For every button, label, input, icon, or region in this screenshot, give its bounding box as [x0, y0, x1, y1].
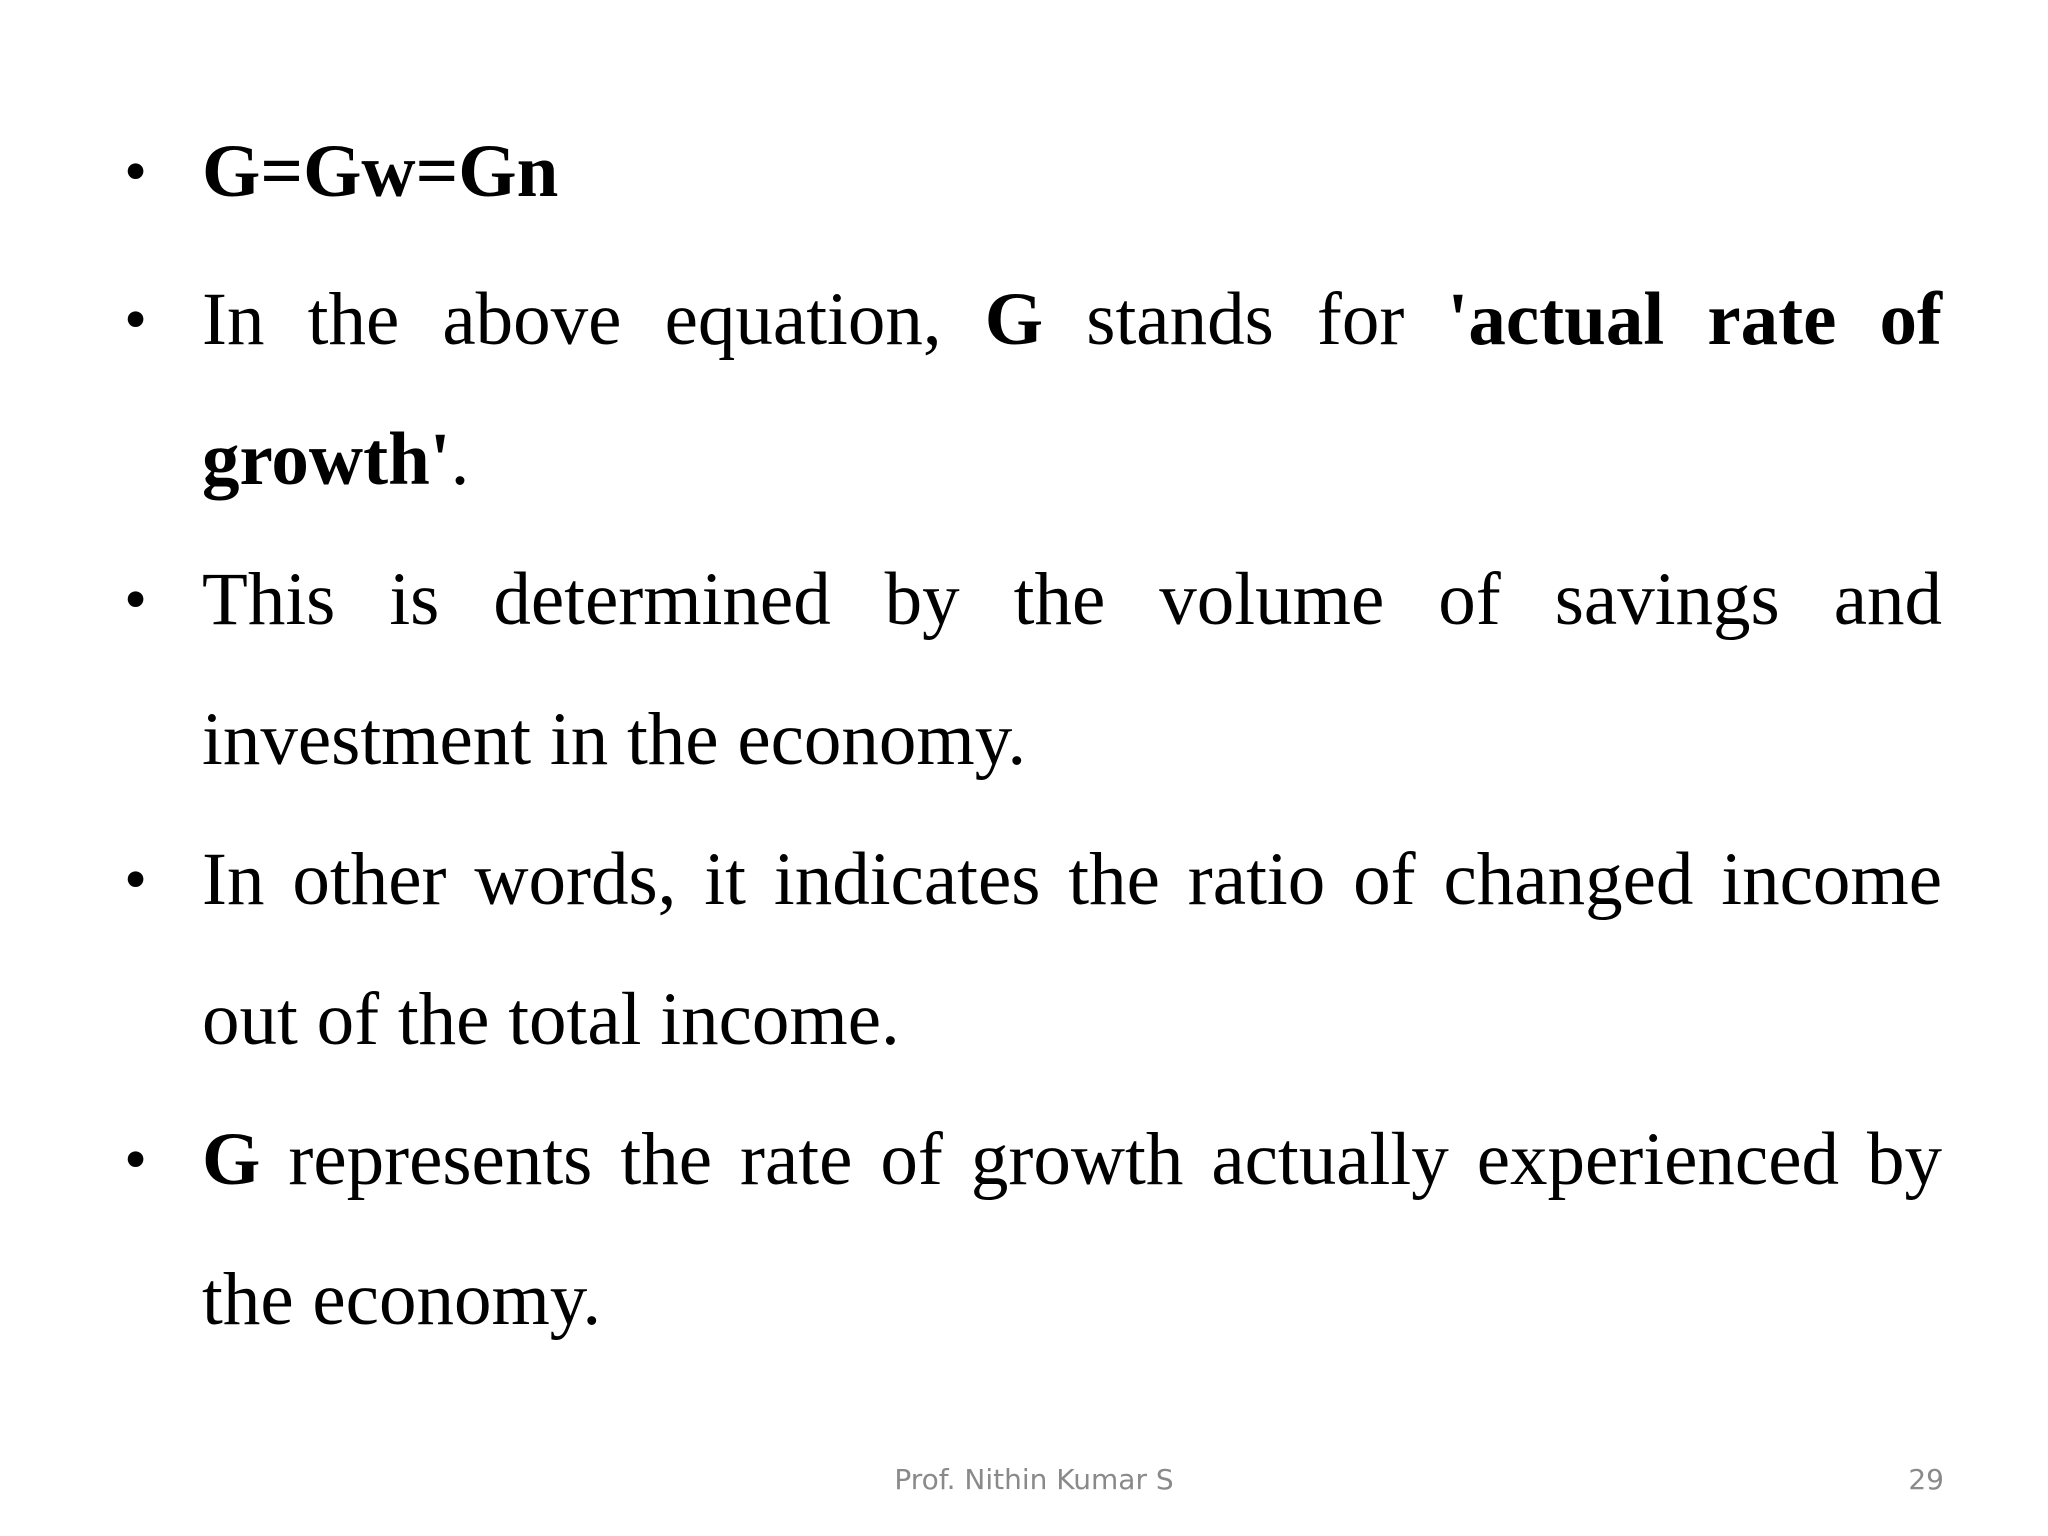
footer-author: Prof. Nithin Kumar S — [894, 1463, 1174, 1496]
text-segment-bold: G — [202, 1118, 261, 1201]
bullet-icon: • — [124, 1123, 148, 1196]
bullet-item-other-words — [124, 810, 1942, 1090]
text-segment: This is determined by the volume of savings and investment in the economy. — [202, 558, 1942, 781]
text-segment-bold: G — [984, 278, 1044, 361]
text-segment-bold: 'actual rate of growth' — [202, 278, 1943, 501]
bullet-item-g-definition — [124, 250, 1943, 530]
text-segment: In the above equation, — [202, 278, 985, 361]
bullet-icon: • — [124, 563, 148, 636]
bullet-icon: • — [124, 283, 148, 356]
text-segment: In other words, it indicates the ratio of changed income out of the total income. — [202, 838, 1942, 1061]
bullet-item-g-represents — [124, 1090, 1942, 1370]
text-segment: stands for — [1043, 278, 1448, 361]
bullet-item-equation — [124, 102, 1942, 242]
page-number: 29 — [1908, 1463, 1944, 1496]
bullet-icon: • — [124, 135, 148, 208]
bullet-item-determined-by — [124, 530, 1942, 810]
text-segment: represents the rate of growth actually experienced by the economy. — [202, 1118, 1942, 1341]
bullet-icon: • — [124, 843, 148, 916]
text-segment: . — [450, 418, 470, 501]
equation-text: G=Gw=Gn — [202, 130, 559, 213]
